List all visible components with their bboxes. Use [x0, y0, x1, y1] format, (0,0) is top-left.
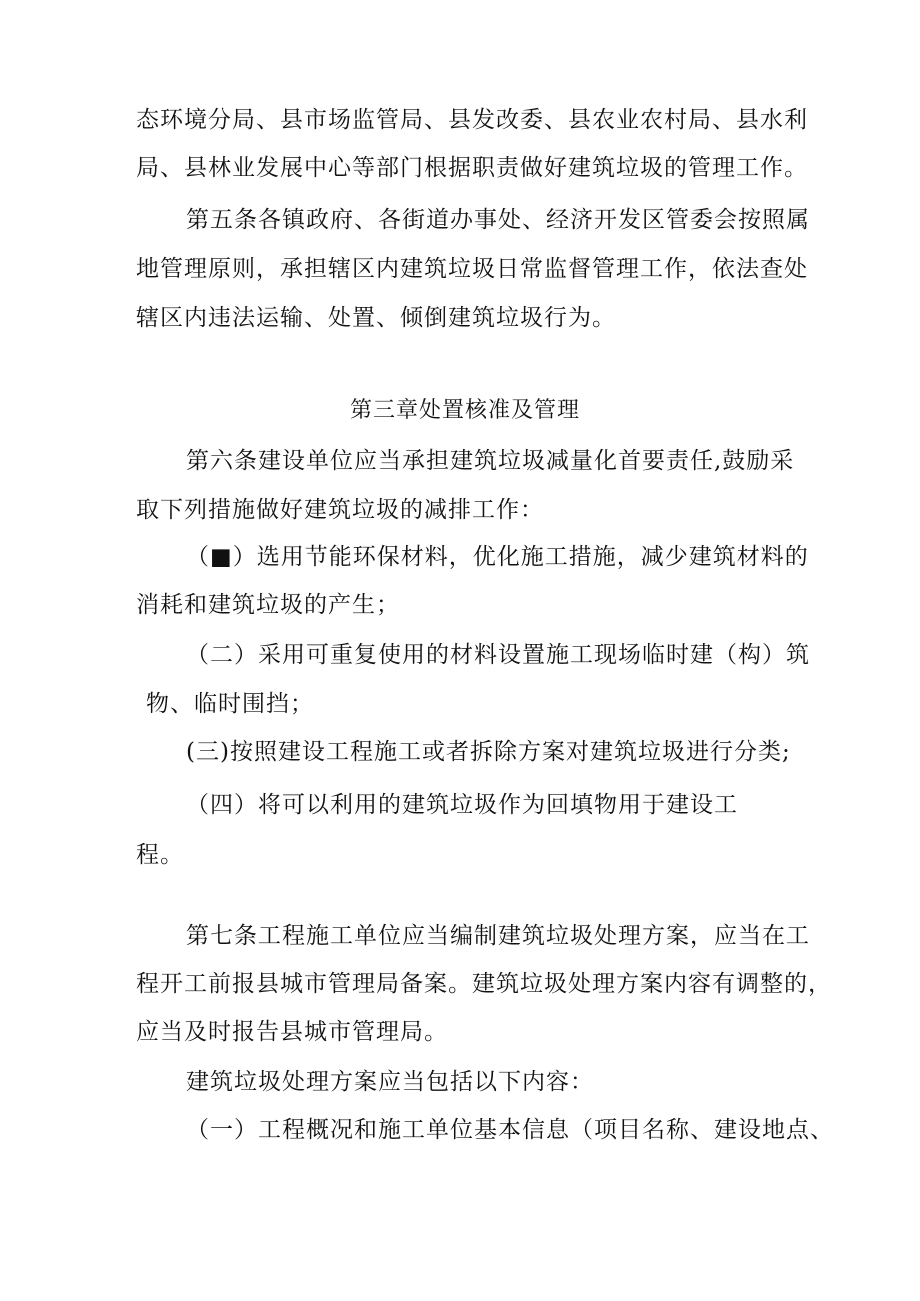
- article-5-line: 地管理原则，承担辖区内建筑垃圾日常监督管理工作，依法查处: [136, 256, 808, 282]
- chapter-title: 第三章处置核准及管理: [350, 398, 581, 423]
- article-5-line: 第五条各镇政府、各街道办事处、经济开发区管委会按照属: [186, 207, 810, 233]
- list-item: （一）工程概况和施工单位基本信息（项目名称、建设地点、: [186, 1117, 834, 1143]
- list-item: （四）将可以利用的建筑垃圾作为回填物用于建设工: [186, 792, 738, 818]
- paragraph-line: 态环境分局、县市场监管局、县发改委、县农业农村局、县水利: [136, 107, 808, 133]
- article-5-line: 辖区内违法运输、处置、倾倒建筑垃圾行为。: [136, 305, 616, 331]
- list-item-continuation: 物、临时围挡；: [146, 691, 314, 717]
- list-item: (三)按照建设工程施工或者拆除方案对建筑垃圾进行分类;: [186, 739, 791, 765]
- paragraph-line: 局、县林业发展中心等部门根据职责做好建筑垃圾的管理工作。: [136, 155, 808, 181]
- list-item-continuation: 消耗和建筑垃圾的产生；: [136, 592, 400, 618]
- list-item: （二）采用可重复使用的材料设置施工现场临时建（构）筑: [186, 642, 810, 668]
- article-6-line: 第六条建设单位应当承担建筑垃圾减量化首要责任,鼓励采: [186, 448, 795, 474]
- list-item-continuation: 程。: [136, 842, 184, 868]
- list-item: （■）选用节能环保材料，优化施工措施，减少建筑材料的: [186, 544, 809, 570]
- article-7-line: 第七条工程施工单位应当编制建筑垃圾处理方案，应当在工: [186, 923, 810, 949]
- article-7-line: 建筑垃圾处理方案应当包括以下内容：: [186, 1069, 594, 1095]
- article-6-line: 取下列措施做好建筑垃圾的减排工作：: [136, 497, 544, 523]
- article-7-line: 应当及时报告县城市管理局。: [136, 1019, 448, 1045]
- article-7-line: 程开工前报县城市管理局备案。建筑垃圾处理方案内容有调整的，: [136, 971, 832, 997]
